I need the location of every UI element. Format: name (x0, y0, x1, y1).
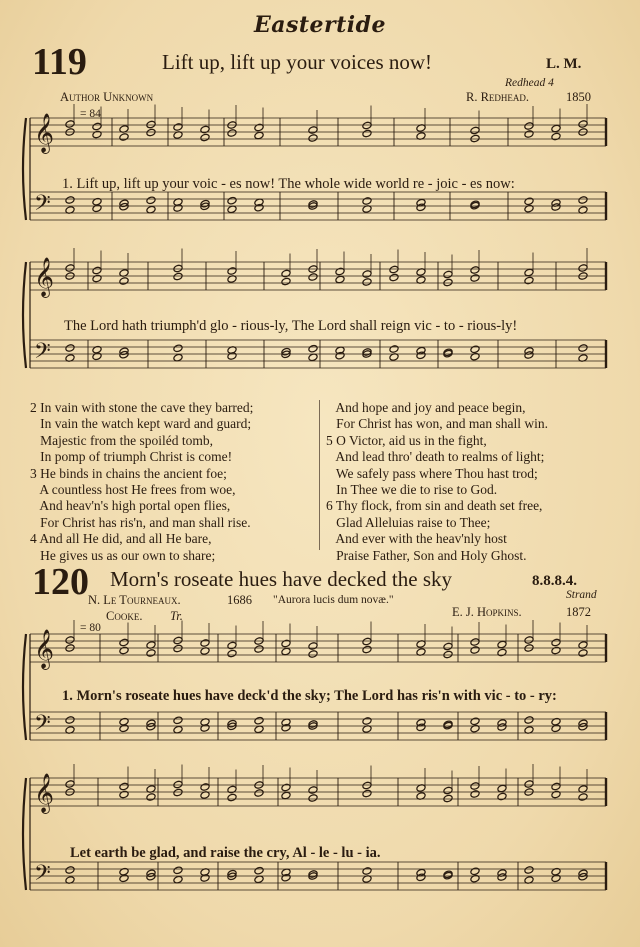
hymn-119-system-2-note (362, 278, 372, 287)
hymn-119-system-2-note (389, 273, 399, 282)
hymn-120-system-2-note (497, 784, 507, 793)
hymn-120-system-2-note (227, 793, 237, 802)
hymn-119-system-1-note (146, 120, 156, 129)
hymn-119-system-1-note (551, 132, 561, 141)
hymn-119-system-1-note (551, 124, 561, 133)
hymn-120-system-1-note (65, 716, 75, 725)
hymn-119-system-1-note (362, 197, 372, 206)
hymn-119-number: 119 (32, 41, 87, 83)
hymn-119-lyric-line-2: The Lord hath triumph'd glo - rious-ly, The Lord shall reign vic - to - rious-ly! (64, 318, 518, 334)
hymn-119-system-1-note (65, 196, 75, 205)
hymn-120-number: 120 (32, 561, 89, 603)
hymn-119-system-1-note (362, 129, 372, 138)
hymn-120-year: 1686 (227, 593, 252, 607)
hymn-119-system-1-note (92, 122, 102, 131)
hymn-119-system-2-note (470, 274, 480, 283)
hymn-120-system-1-bass-clef: 𝄢 (34, 711, 51, 741)
hymn-120-system-1-note (119, 646, 129, 655)
hymn-120-system-1-note (443, 642, 453, 651)
hymn-119-system-1-bass-clef: 𝄢 (34, 191, 51, 221)
hymn-119-system-1-note (308, 134, 318, 143)
hymn-119-verses-right: And hope and joy and peace begin, For Christ has won, and man shall win. 5 O Victor, aid us in the fight, And lead thro' death to realms of light; We safely pass where Thou hast trod; In Thee we die to rise to God. 6 Thy flock, from sin and death set free, Glad Alleluias raise to Thee; And ever with the heav'nly host Praise Father, Son and Holy Ghost. (326, 400, 548, 563)
hymn-119-system-2-note (281, 269, 291, 278)
hymn-120-tune: Strand (566, 589, 597, 601)
hymn-120-system-2-note (173, 788, 183, 797)
hymn-120-system-1-note (497, 640, 507, 649)
hymn-119-system-1-note (227, 196, 237, 205)
hymn-119-system-1-note (200, 133, 210, 142)
hymn-120-system-2-bass-clef: 𝄢 (34, 861, 51, 891)
hymn-119-system-1-brace (23, 118, 26, 220)
hymn-119-system-2-note (92, 352, 102, 361)
hymn-119-system-1-note (470, 134, 480, 143)
hymn-120-system-2-note (254, 866, 264, 875)
hymn-120-system-2-note (362, 789, 372, 798)
hymn-119-system-2-note (362, 270, 372, 279)
hymn-120-system-1-note (254, 716, 264, 725)
hymn-120-system-2-note (362, 867, 372, 876)
hymn-120-system-1-note (173, 644, 183, 653)
hymn-119-title: Lift up, lift up your voices now! (162, 50, 433, 74)
hymn-120-system-2-note (524, 866, 534, 875)
hymn-120-latin-title: "Aurora lucis dum novæ." (273, 594, 394, 606)
hymn-119-system-2-note (92, 266, 102, 275)
hymn-120-system-2-note (173, 780, 183, 789)
hymn-120-system-2-note (470, 782, 480, 791)
hymn-119-composer: R. Redhead. (466, 90, 530, 104)
hymn-120-composer: E. J. Hopkins. (452, 605, 522, 619)
hymn-120-lyric-line-2: Let earth be glad, and raise the cry, Al - le - lu - ia. (70, 845, 381, 861)
hymn-119-system-2-note (470, 345, 480, 354)
hymn-120-lyric-line-1: 1. Morn's roseate hues have deck'd the sky; The Lord has ris'n with vic - to - ry: (62, 688, 557, 704)
hymn-120-system-1-note (470, 717, 480, 726)
hymn-119-system-2-note (173, 272, 183, 281)
hymn-119-system-2-note (578, 344, 588, 353)
hymn-119-system-2-note (335, 275, 345, 284)
hymn-120-system-2-treble-clef: 𝄞 (34, 773, 55, 813)
hymn-120-title: Morn's roseate hues have decked the sky (110, 567, 453, 591)
hymn-119-system-2-note (173, 264, 183, 273)
hymn-120-system-1-note (119, 638, 129, 647)
hymn-119-system-2-note (308, 273, 318, 282)
hymn-119-tune: Redhead 4 (505, 77, 554, 89)
hymn-119-author: Author Unknown (60, 90, 154, 104)
hymn-119-system-2-treble-clef: 𝄞 (34, 257, 55, 297)
hymn-120-system-1-note (362, 637, 372, 646)
hymn-120-system-2-note (443, 786, 453, 795)
hymn-119-tempo: = 84 (80, 108, 101, 120)
hymn-120-system-1-note (173, 716, 183, 725)
hymn-119-system-1-note (254, 131, 264, 140)
hymn-119-system-2-note (470, 266, 480, 275)
hymn-120-system-1-brace (23, 634, 26, 740)
hymn-119-system-1-note (470, 126, 480, 135)
hymn-120-system-2-note (470, 867, 480, 876)
hymn-119-system-1-note (173, 123, 183, 132)
hymn-119-system-2-note (65, 344, 75, 353)
hymn-120-meter: 8.8.8.4. (532, 573, 577, 589)
hymn-120-system-1-note (551, 646, 561, 655)
hymn-119-year: 1850 (566, 90, 591, 104)
hymn-119-system-1-note (578, 196, 588, 205)
hymn-119-system-1-note (92, 130, 102, 139)
hymn-119-system-1-note (119, 133, 129, 142)
hymn-120-system-1-note (524, 636, 534, 645)
hymn-119-system-2-note (227, 267, 237, 276)
hymn-120-system-1-note (146, 649, 156, 658)
hymn-120-system-2-note (281, 791, 291, 800)
hymn-120-system-2-note (200, 783, 210, 792)
hymn-119-system-1-note (65, 120, 75, 129)
hymn-120-system-2-note (551, 874, 561, 883)
hymn-120-system-2-note (119, 790, 129, 799)
hymn-119-system-2-brace (23, 262, 26, 368)
hymn-120-system-1-note (308, 650, 318, 659)
hymn-119-system-1-note (146, 196, 156, 205)
hymn-119-system-2-note (389, 265, 399, 274)
hymn-120-system-1-note (470, 646, 480, 655)
hymn-120-system-1-note (524, 716, 534, 725)
hymn-120-system-2-note (254, 789, 264, 798)
hymn-119-system-1-note (200, 125, 210, 134)
hymn-120-system-2-note (308, 786, 318, 795)
hymn-120-system-2-note (443, 794, 453, 803)
hymn-119-system-1-note (92, 204, 102, 213)
hymn-120-system-2-note (281, 783, 291, 792)
hymn-120-system-2-note (308, 794, 318, 803)
hymn-120-system-1-note (362, 645, 372, 654)
hymn-119-system-1-note (578, 120, 588, 129)
hymn-119-system-1-note (254, 123, 264, 132)
hymn-120-author: N. Le Tourneaux. (88, 593, 181, 607)
hymn-119-system-2-note (335, 267, 345, 276)
hymn-119-verses-left: 2 In vain with stone the cave they barred; In vain the watch kept ward and guard; Majestic from the spoiléd tomb, In pomp of triumph Christ is come! 3 He binds in chains the ancient foe; A countless host He frees from woe, And heav'n's high portal open flies, For Christ has ris'n, and man shall rise. 4 And all He did, and all He bare, He gives us as our own to share; (30, 400, 254, 563)
hymn-119-system-2-note (65, 264, 75, 273)
hymn-120-system-1-note (227, 641, 237, 650)
hymn-120-system-1-note (65, 636, 75, 645)
hymn-120-system-2-note (551, 782, 561, 791)
hymn-120-system-2-note (578, 793, 588, 802)
hymn-119-system-1-note (227, 129, 237, 138)
hymn-119-system-1-note (146, 128, 156, 137)
hymn-120-system-1-note (578, 649, 588, 658)
hymn-119-system-2-note (524, 276, 534, 285)
hymn-120-system-2-note (362, 781, 372, 790)
hymn-120-system-1-note (362, 717, 372, 726)
hymn-120-system-1-note (551, 724, 561, 733)
hymn-120-system-1-note (281, 639, 291, 648)
hymn-120-system-1-note (254, 645, 264, 654)
hymn-119-lyric-line-1: 1. Lift up, lift up your voic - es now! The whole wide world re - joic - es now: (62, 176, 515, 192)
hymn-120-system-2-note (173, 866, 183, 875)
hymn-120-system-1-note (227, 649, 237, 658)
hymn-120-system-1-note (443, 650, 453, 659)
hymn-120-system-2-note (227, 785, 237, 794)
hymn-119-system-1-treble-clef: 𝄞 (34, 113, 55, 153)
hymn-120-tr: Tr. (170, 609, 183, 623)
hymn-120-system-2-note (65, 780, 75, 789)
hymn-119-system-2-note (389, 345, 399, 354)
hymn-119-system-2-note (578, 264, 588, 273)
hymn-119-system-2-bass-clef: 𝄢 (34, 339, 51, 369)
hymn-120-system-2-note (551, 790, 561, 799)
hymn-120-system-2-note (146, 793, 156, 802)
hymn-120-system-1-note (308, 642, 318, 651)
hymn-119-meter: L. M. (546, 56, 582, 72)
hymn-120-system-1-note (119, 724, 129, 733)
hymn-119-system-2-note (173, 344, 183, 353)
hymn-119-system-2-note (308, 344, 318, 353)
hymn-119-system-2-note (443, 270, 453, 279)
hymn-120-system-1-treble-clef: 𝄞 (34, 629, 55, 669)
hymn-120-tempo: = 80 (80, 622, 101, 634)
hymn-120-system-1-note (173, 636, 183, 645)
hymn-120-composer-year: 1872 (566, 605, 591, 619)
hymn-119-system-1-note (524, 122, 534, 131)
hymn-119-system-2-note (92, 274, 102, 283)
hymn-120-system-1-note (470, 638, 480, 647)
hymn-119-system-1-note (362, 121, 372, 130)
hymn-120-system-1-note (200, 639, 210, 648)
hymn-120-system-2-note (470, 790, 480, 799)
hymn-120-system-2-brace (23, 778, 26, 890)
hymn-119-system-2-note (524, 268, 534, 277)
hymn-120-system-2-note (119, 782, 129, 791)
hymn-119-system-2-note (281, 277, 291, 286)
hymn-120-system-1-note (497, 648, 507, 657)
hymn-120-system-1-note (551, 638, 561, 647)
hymn-120-translator: Cooke. (106, 609, 143, 623)
hymn-119-system-1-note (524, 130, 534, 139)
hymn-120-system-2-note (497, 792, 507, 801)
section-title: Eastertide (253, 12, 387, 38)
hymn-119-system-2-note (119, 277, 129, 286)
hymn-119-system-1-note (308, 126, 318, 135)
hymn-119-system-2-note (443, 278, 453, 287)
hymn-120-system-2-note (524, 780, 534, 789)
hymn-120-system-1-note (281, 647, 291, 656)
hymn-120-system-2-note (119, 874, 129, 883)
hymn-120-system-2-note (65, 866, 75, 875)
hymn-119-system-1-note (524, 197, 534, 206)
